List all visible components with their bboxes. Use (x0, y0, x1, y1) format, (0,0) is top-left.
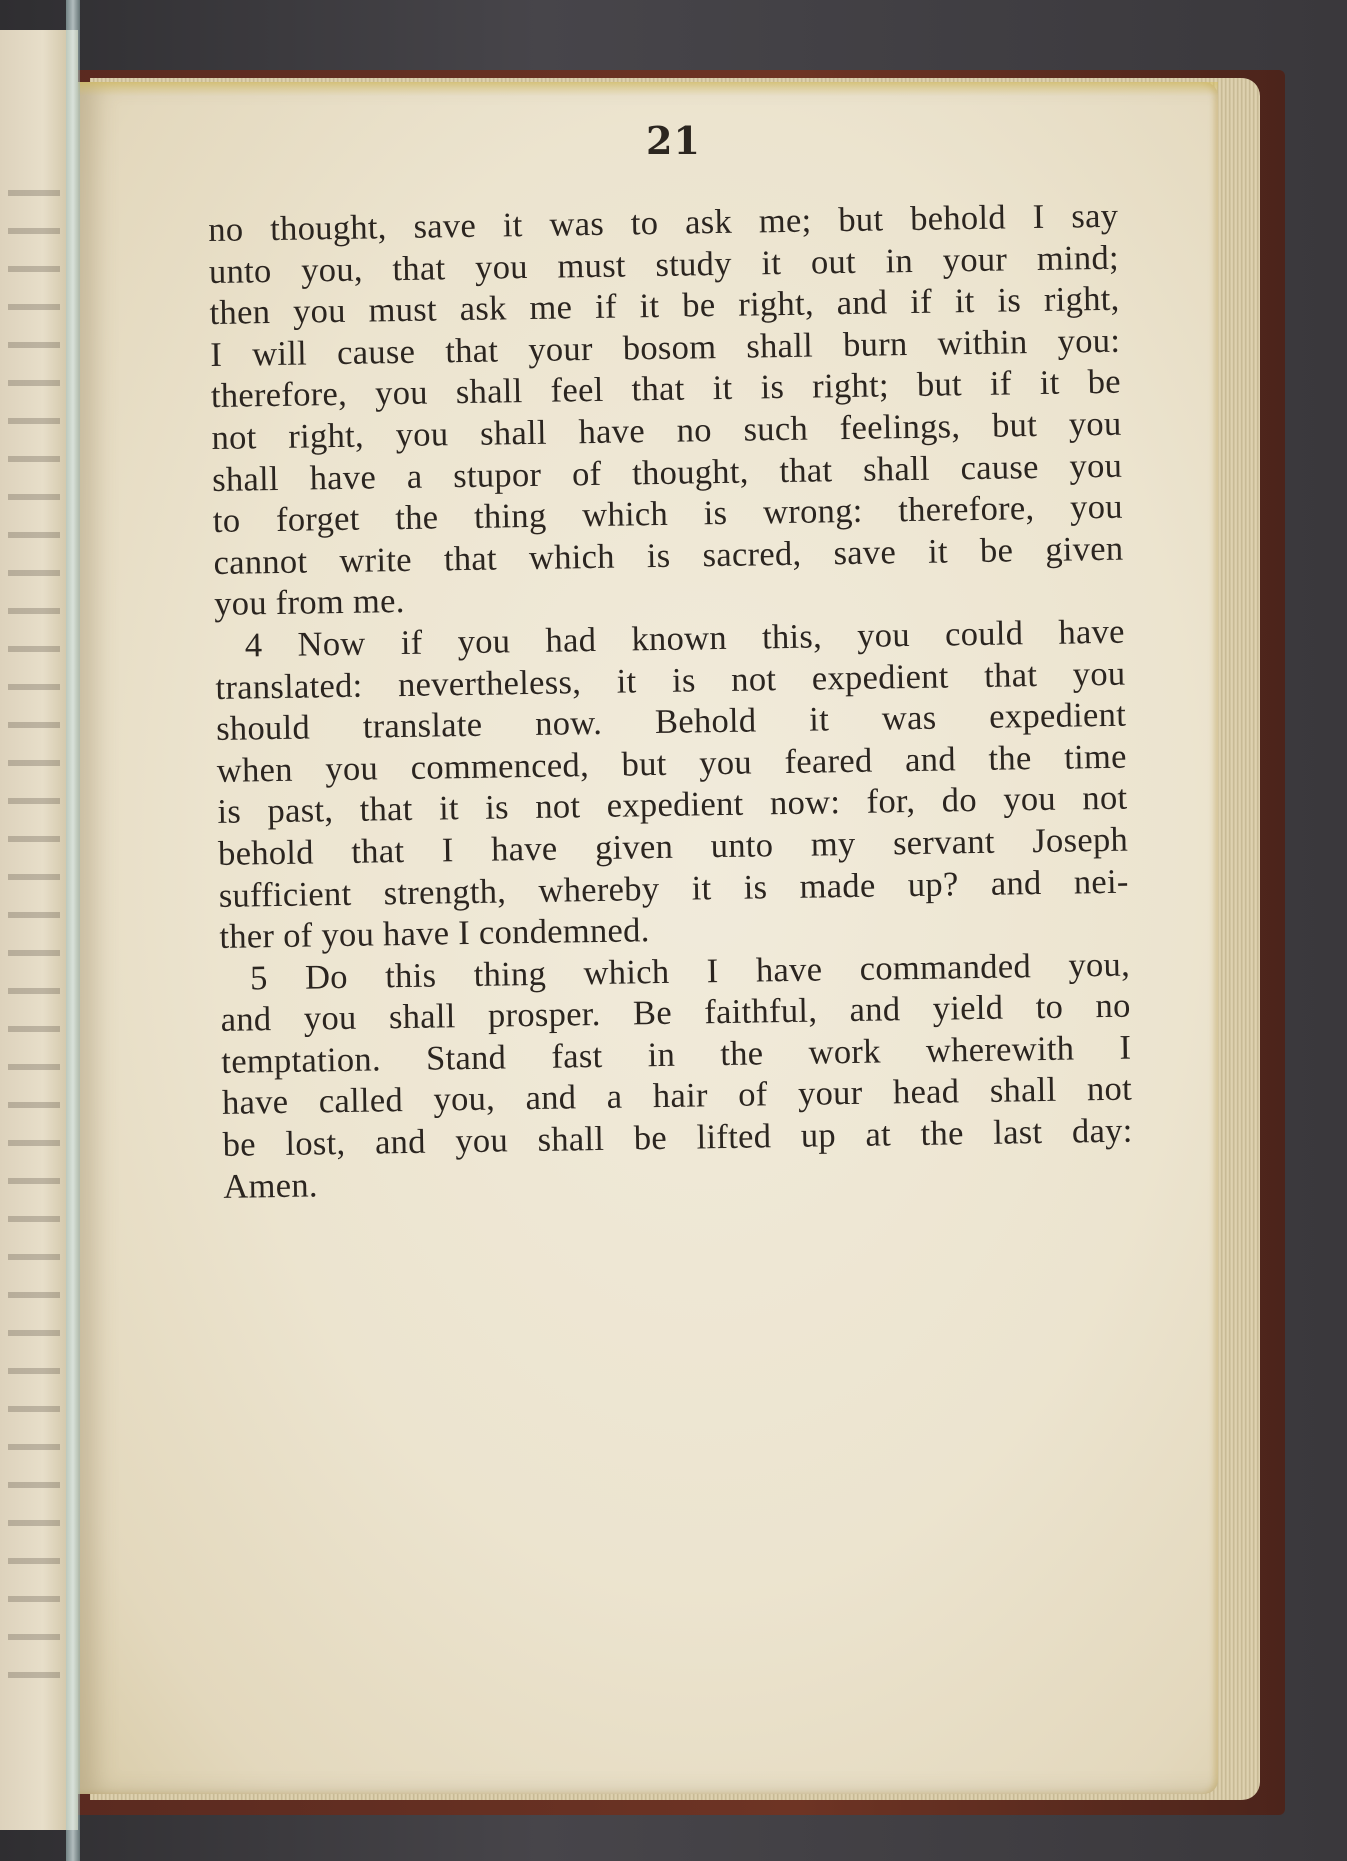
text-line: have called you, and a hair of your head shall not (221, 1070, 1133, 1123)
text-line: when you commenced, but you feared and the time (216, 737, 1127, 790)
text-line: shall have a stupor of thought, that shall cause you (211, 446, 1123, 499)
text-line: 5 Do this thing which I have commanded you, (249, 945, 1131, 998)
facing-page-text-lines (8, 190, 60, 1690)
text-line: therefore, you shall feel that it is right; but if it be (210, 363, 1122, 416)
text-line: behold that I have given unto my servant Joseph (217, 820, 1129, 873)
page-text (208, 196, 1134, 1208)
text-line: unto you, that you must study it out in your mind; (208, 238, 1120, 291)
text-line: be lost, and you shall be lifted up at the last day: (222, 1111, 1133, 1164)
text-line: 4 Now if you had known this, you could have (244, 612, 1126, 665)
text-line: translated: nevertheless, it is not expedient that you (215, 654, 1126, 707)
text-line: no thought, save it was to ask me; but behold I say (208, 196, 1119, 249)
text-line: cannot write that which is sacred, save it be given (213, 529, 1124, 582)
text-line: ther of you have I condemned. (219, 911, 650, 957)
text-line: then you must ask me if it be right, and if it is right, (209, 279, 1120, 333)
text-line: and you shall prosper. Be faithful, and yield to no (220, 986, 1131, 1040)
glass-plate-edge (66, 0, 80, 1861)
text-line: you from me. (213, 582, 405, 624)
text-line: temptation. Stand fast in the work wherewith I (221, 1028, 1132, 1081)
text-line: should translate now. Behold it was expedient (215, 695, 1127, 749)
text-line: to forget the thing which is wrong: therefore, you (212, 487, 1124, 541)
page-number: 21 (646, 118, 701, 163)
text-line: Amen. (223, 1166, 319, 1206)
text-line: sufficient strength, whereby it is made up? and nei- (218, 862, 1129, 915)
text-line: I will cause that your bosom shall burn within you: (209, 321, 1121, 374)
text-line: not right, you shall have no such feelings, but you (211, 404, 1122, 457)
text-line: is past, that it is not expedient now: for, do you not (217, 778, 1128, 832)
